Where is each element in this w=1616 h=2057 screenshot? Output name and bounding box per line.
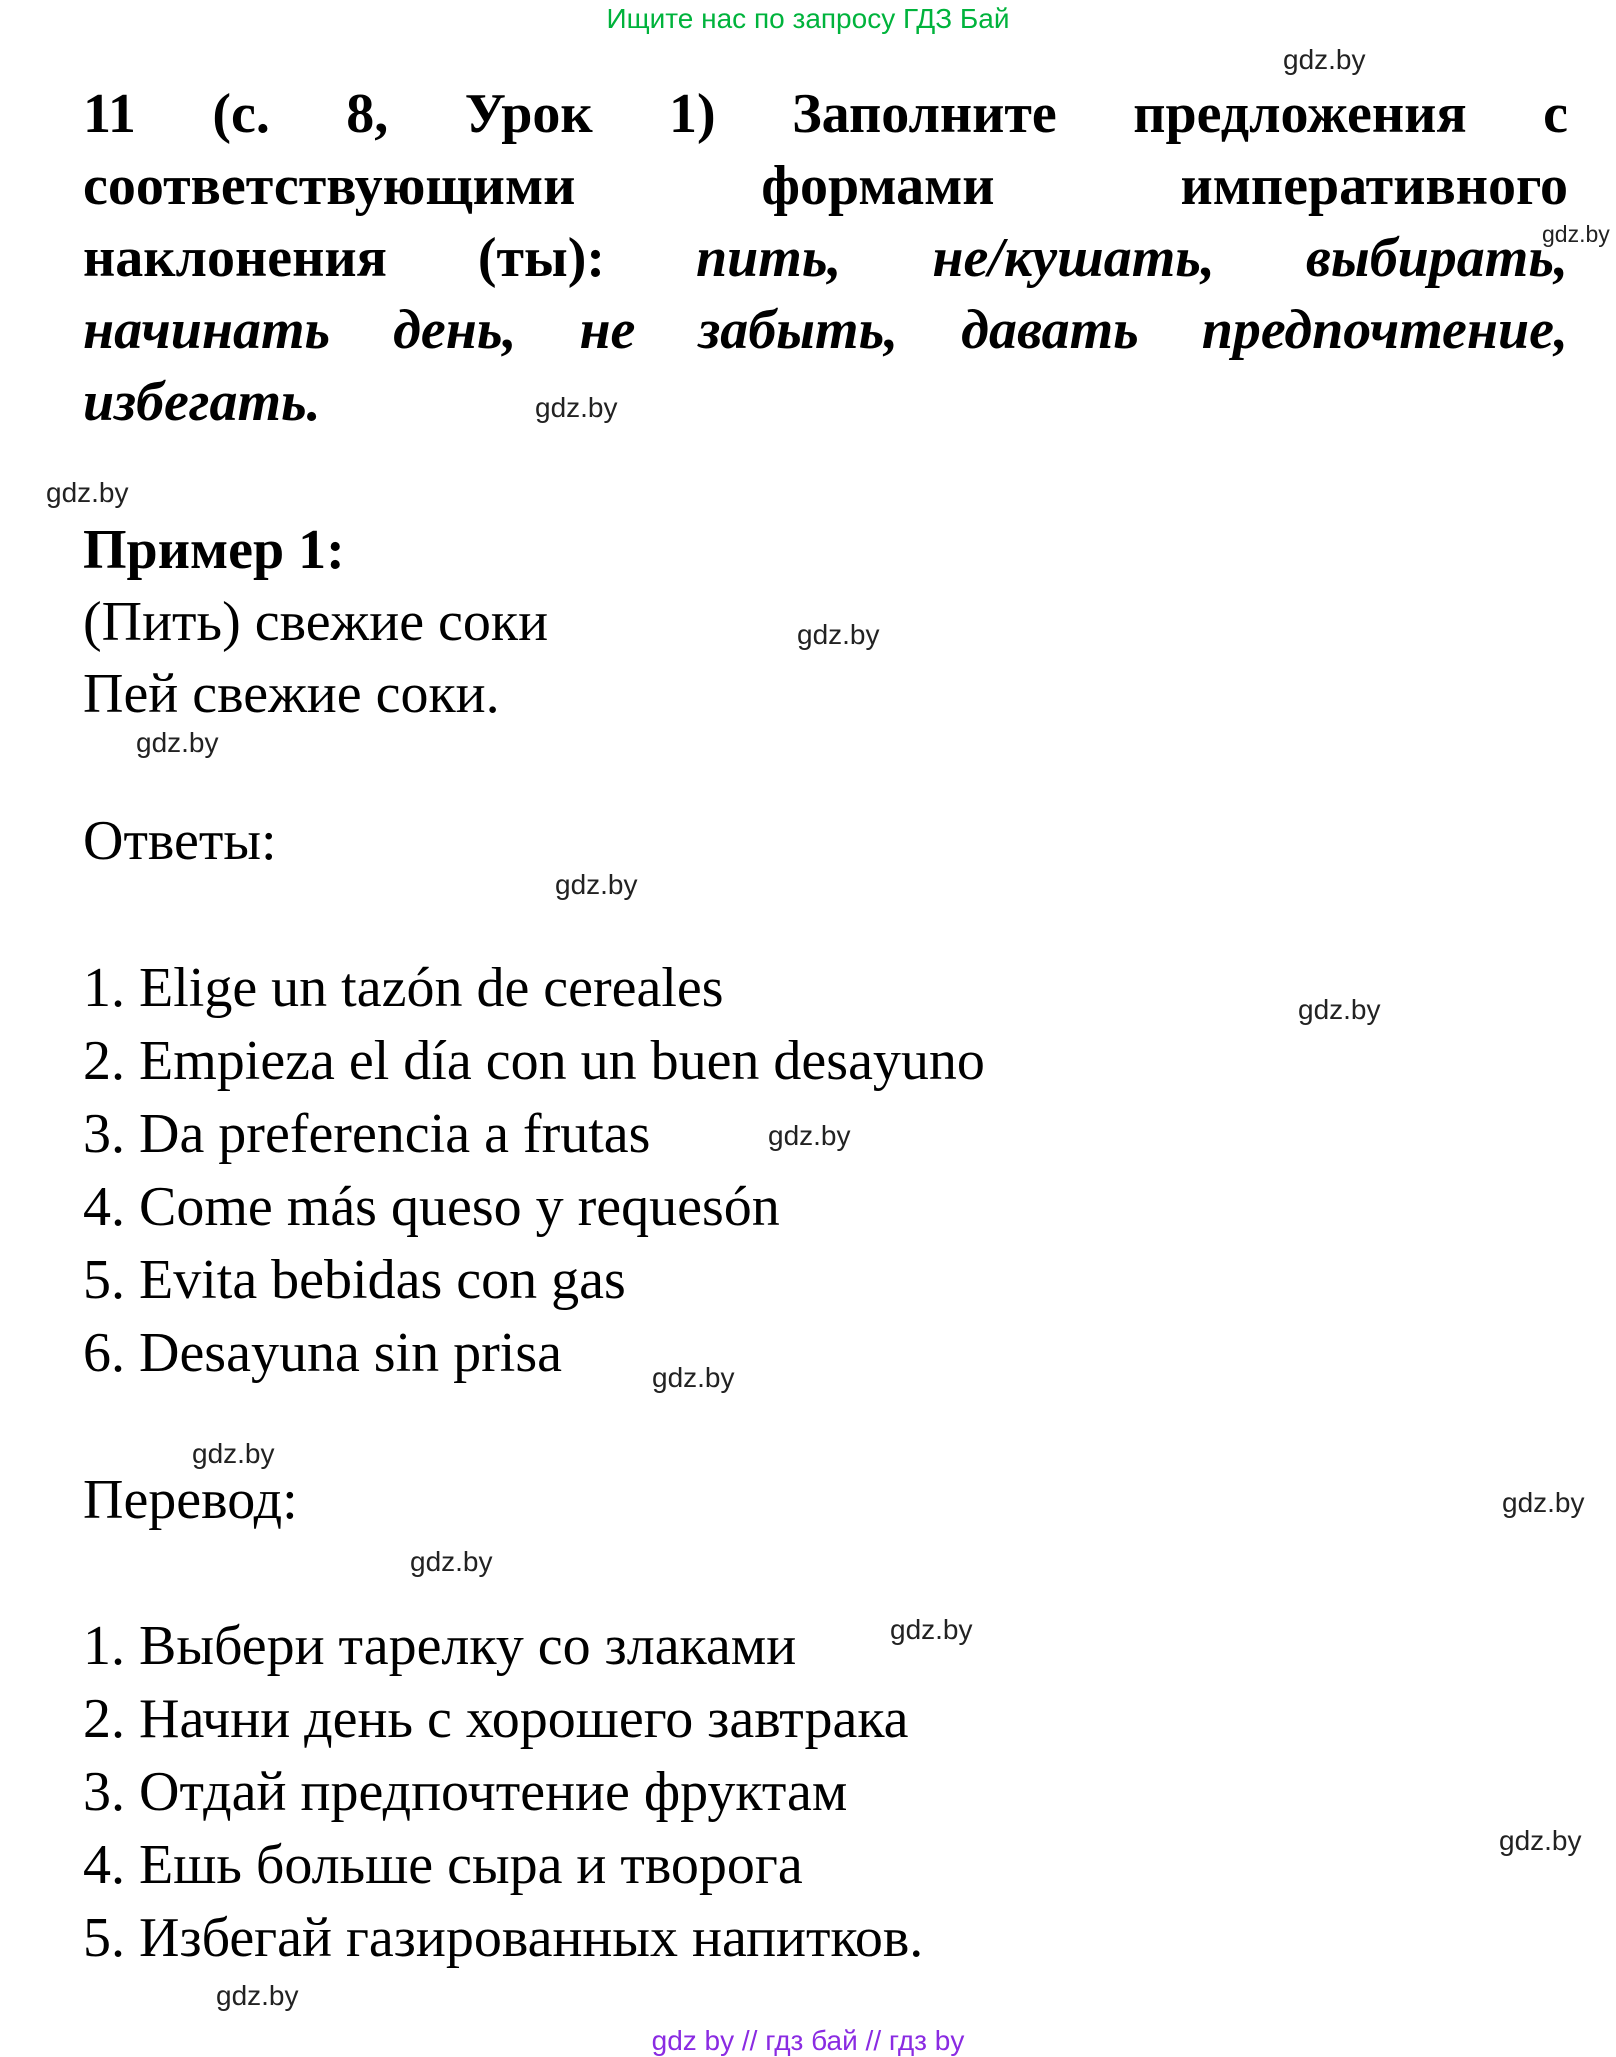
list-item: 1. Elige un tazón de cereales	[83, 957, 724, 1019]
watermark: gdz.by	[136, 727, 219, 758]
example-line-2: Пей свежие соки.	[83, 663, 500, 725]
footer-watermark: gdz by // гдз бай // гдз by	[651, 2025, 965, 2056]
task-word: императивного	[1180, 155, 1568, 217]
task-verb: не	[579, 299, 636, 361]
watermark: gdz.by	[768, 1120, 851, 1151]
task-word: формами	[761, 155, 995, 217]
task-line-1	[83, 78, 1568, 150]
translation-title: Перевод:	[83, 1469, 298, 1531]
task-word: (ты):	[477, 227, 606, 289]
task-line-2	[83, 150, 1568, 222]
translation-list	[83, 1610, 923, 1975]
task-word: предложения	[1133, 83, 1467, 145]
task-verb: избегать.	[83, 371, 321, 433]
watermark: gdz.by	[192, 1438, 275, 1469]
watermark: gdz.by	[890, 1614, 973, 1645]
list-item: 3. Da preferencia a frutas	[83, 1103, 651, 1165]
task-line-3	[83, 222, 1568, 294]
top-banner: Ищите нас по запросу ГДЗ Бай	[606, 3, 1010, 34]
answers-title: Ответы:	[83, 810, 277, 872]
list-item: 4. Ешь больше сыра и творога	[83, 1834, 803, 1896]
task-verb: начинать	[83, 299, 331, 361]
task-word: 8,	[346, 83, 389, 145]
list-item: 3. Отдай предпочтение фруктам	[83, 1761, 848, 1823]
task-word: Урок	[464, 83, 593, 145]
watermark: gdz.by	[1542, 221, 1610, 247]
task-word: 1)	[669, 83, 716, 145]
watermark: gdz.by	[555, 869, 638, 900]
list-item: 5. Evita bebidas con gas	[83, 1249, 626, 1311]
task-line-4	[83, 294, 1568, 366]
task-verb: выбирать,	[1305, 227, 1568, 289]
watermark: gdz.by	[1298, 994, 1381, 1025]
watermark: gdz.by	[1502, 1487, 1585, 1518]
task-verb: день,	[393, 299, 517, 361]
task-verb: пить,	[695, 227, 842, 289]
list-item: 2. Empieza el día con un buen desayuno	[83, 1030, 985, 1092]
watermark: gdz.by	[535, 392, 618, 423]
list-item: 4. Come más queso y requesón	[83, 1176, 780, 1238]
watermark: gdz.by	[410, 1546, 493, 1577]
task-word: наклонения	[83, 227, 387, 289]
list-item: 5. Избегай газированных напитков.	[83, 1907, 924, 1969]
watermark: gdz.by	[652, 1362, 735, 1393]
task-verb: не/кушать,	[932, 227, 1215, 289]
list-item: 1. Выбери тарелку со злаками	[83, 1615, 797, 1677]
task-word: с	[1543, 83, 1568, 145]
example-line-1: (Пить) свежие соки	[83, 591, 549, 653]
watermark: gdz.by	[1499, 1825, 1582, 1856]
list-item: 6. Desayuna sin prisa	[83, 1322, 563, 1384]
task-verb: давать	[961, 299, 1139, 361]
watermark: gdz.by	[1283, 44, 1366, 75]
watermark: gdz.by	[46, 477, 129, 508]
answers-list	[83, 952, 985, 1390]
task-verb: забыть,	[698, 299, 899, 361]
example-title: Пример 1:	[83, 519, 345, 581]
task-word: соответствующими	[83, 155, 576, 217]
task-word: (с.	[212, 83, 270, 145]
watermark: gdz.by	[797, 619, 880, 650]
task-word: Заполните	[792, 83, 1057, 145]
task-verb: предпочтение,	[1201, 299, 1568, 361]
task-heading	[83, 78, 1568, 438]
watermark: gdz.by	[216, 1980, 299, 2011]
task-word: 11	[83, 83, 136, 145]
task-line-5	[83, 366, 1568, 438]
list-item: 2. Начни день с хорошего завтрака	[83, 1688, 909, 1750]
